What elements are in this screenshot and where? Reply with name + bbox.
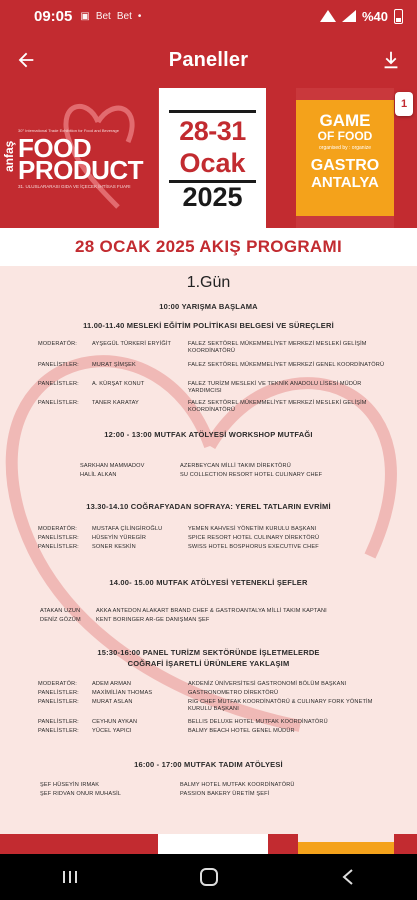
slot-title: 16:00 - 17:00 MUTFAK TADIM ATÖLYESİ: [134, 760, 283, 769]
row-name: HÜSEYİN YÜREGİR: [92, 535, 147, 541]
back-button[interactable]: [10, 44, 42, 76]
gof-organised: organised by : organize: [319, 145, 371, 151]
row-name: SONER KESKİN: [92, 544, 136, 550]
row-org: FALEZ SEKTÖREL MÜKEMMELİYET MERKEZİ MESLEKİ GELİŞİM KOORDİNATÖRÜ: [188, 341, 367, 354]
row-org: KENT BORINGER AR-GE DANIŞMAN ŞEF: [96, 617, 210, 623]
status-bar: [0, 0, 417, 32]
signal-icon: [342, 10, 356, 22]
row-name: HALİL ALKAN: [80, 472, 117, 478]
row-org: BALMY BEACH HOTEL GENEL MÜDÜR: [188, 728, 295, 734]
gof-gastro: GASTRO: [310, 157, 380, 174]
row-org: SWISS HOTEL BOSPHORUS EXECUTIVE CHEF: [188, 544, 319, 550]
preview-red-edge: [394, 834, 417, 854]
bet-icon: Bet: [116, 10, 132, 22]
food-product-logo: [0, 88, 158, 228]
app-bar: [0, 32, 417, 88]
banner-divider: [266, 88, 296, 228]
row-role: PANELİSTLER:: [38, 728, 79, 734]
row-name: ADEM ARMAN: [92, 681, 132, 687]
row-role: PANELİSTLER:: [38, 719, 79, 725]
row-name: SARKHAN MAMMADOV: [80, 463, 145, 469]
slot-title: 12:00 - 13:00 MUTFAK ATÖLYESİ WORKSHOP MUTFAĞI: [104, 430, 313, 439]
row-name: AYŞEGÜL TÜRKERİ ERYİĞİT: [92, 341, 172, 347]
event-banner: [0, 88, 417, 228]
date-bar-top: [169, 110, 256, 113]
preview-red-block: [0, 834, 158, 854]
system-nav-bar: [0, 854, 417, 900]
row-name: MAXİMİLİAN THOMAS: [92, 690, 153, 696]
slot-title: 13.30-14.10 COĞRAFYADAN SOFRAYA: YEREL TATLARIN EVRİMİ: [86, 502, 331, 511]
date-month: Ocak: [179, 148, 246, 178]
dot-icon: •: [137, 10, 142, 22]
game-of-food-logo: [296, 100, 394, 216]
recent-apps-icon: [61, 868, 79, 886]
row-role: PANELİSTLER:: [38, 362, 79, 368]
row-role: MODERATÖR:: [38, 681, 77, 687]
row-role: PANELİSTLER:: [38, 544, 79, 550]
schedule: [0, 266, 417, 828]
arrow-left-icon: [15, 49, 37, 71]
row-org: SU COLLECTION RESORT HOTEL CULINARY CHEF: [180, 472, 323, 478]
status-time: 09:05: [34, 7, 73, 25]
row-role: PANELİSTLER:: [38, 400, 79, 406]
row-name: ATAKAN UZUN: [40, 608, 81, 614]
download-button[interactable]: [375, 44, 407, 76]
next-banner-preview: [0, 828, 417, 854]
row-name: YÜCEL YAPICI: [92, 728, 132, 734]
row-org: RIG CHEF MUTFAK KOORDİNATÖRÜ & CULINARY FORK YÖNETİM KURULU BAŞKANI: [188, 699, 373, 712]
gof-of-food: OF FOOD: [317, 129, 373, 143]
slot-title: 11.00-11.40 MESLEKİ EĞİTİM POLİTİKASI BELGESİ VE SÜREÇLERİ: [83, 321, 334, 330]
row-role: PANELİSTLER:: [38, 699, 79, 705]
row-name: CEYHUN AYKAN: [92, 719, 138, 725]
battery-icon: [394, 9, 403, 24]
row-name: DENİZ GÖZÜM: [40, 617, 81, 623]
food-subtitle: 31. ULUSLARARASI GIDA VE İÇECEK İHTİSAS FUARI: [18, 184, 131, 189]
wifi-icon: [320, 10, 336, 22]
row-org: FALEZ SEKTÖREL MÜKEMMELİYET MERKEZİ MESLEKİ GELİŞİM KOORDİNATÖRÜ: [188, 400, 367, 413]
row-org: BALMY HOTEL MUTFAK KOORDİNATÖRÜ: [180, 782, 295, 788]
row-name: MUSTAFA ÇİLİNGİROĞLU: [92, 526, 163, 532]
row-org: BELLIS DELUXE HOTEL MUTFAK KOORDİNATÖRÜ: [188, 719, 328, 725]
back-icon: [340, 868, 356, 886]
row-org: PASSION BAKERY ÜRETİM ŞEFİ: [180, 791, 270, 797]
food-title: FOOD: [18, 133, 92, 163]
row-role: MODERATÖR:: [38, 526, 77, 532]
preview-orange-block: [298, 842, 394, 854]
download-icon: [380, 49, 402, 71]
row-role: PANELİSTLER:: [38, 690, 79, 696]
product-title: PRODUCT: [18, 155, 144, 185]
date-range: 28-31: [179, 116, 246, 146]
row-role: PANELİSTLER:: [38, 381, 79, 387]
row-org: FALEZ SEKTÖREL MÜKEMMELİYET MERKEZİ GENEL KOORDİNATÖRÜ: [188, 362, 385, 368]
row-org: FALEZ TURİZM MESLEKİ VE TEKNİK ANADOLU LİSESİ MÜDÜR YARDIMCISI: [188, 381, 362, 394]
program-heading: 28 OCAK 2025 AKIŞ PROGRAMI: [0, 228, 417, 266]
row-org: AZERBEYCAN MİLLİ TAKIM DİREKTÖRÜ: [180, 463, 291, 469]
date-year: 2025: [182, 182, 243, 212]
bet-icon: Bet: [95, 10, 111, 22]
row-name: MURAT ASLAN: [92, 699, 133, 705]
row-name: A. KÜRŞAT KONUT: [92, 381, 145, 387]
row-name: TANER KARATAY: [92, 400, 139, 406]
gof-antalya: ANTALYA: [311, 174, 379, 191]
gof-game: GAME: [319, 111, 371, 130]
row-name: ŞEF HÜSEYİN IRMAK: [40, 782, 100, 788]
slot-title: 10:00 YARIŞMA BAŞLAMA: [159, 302, 258, 311]
row-name: MURAT ŞİMŞEK: [92, 362, 136, 368]
food-small-text: 30° International Trade Exhibition for Food and Beverage: [18, 128, 119, 133]
row-org: AKDENİZ ÜNİVERSİTESİ GASTRONOMİ BÖLÜM BAŞKANI: [188, 681, 347, 687]
page-title: Paneller: [168, 48, 249, 71]
page-badge[interactable]: 1: [395, 92, 413, 116]
anfas-brand: anfaş: [2, 140, 16, 172]
row-org: AKKA ANTEDON ALAKART BRAND CHEF & GASTROANTALYA MİLLİ TAKIM KAPTANI: [96, 608, 327, 614]
row-org: SPICE RESORT HOTEL CULINARY DİREKTÖRÜ: [188, 535, 320, 541]
date-card: [159, 88, 266, 228]
system-back-button[interactable]: [324, 854, 372, 900]
day-label: 1.Gün: [186, 274, 231, 291]
row-org: GASTRONOMETRO DİREKTÖRÜ: [188, 690, 279, 696]
battery-percent: %40: [361, 8, 388, 24]
slot-title: 14.00- 15.00 MUTFAK ATÖLYESİ YETENEKLİ ŞEFLER: [109, 578, 308, 587]
row-role: PANELİSTLER:: [38, 535, 79, 541]
slot-title: 15:30-16:00 PANEL TURİZM SEKTÖRÜNDE İŞLETMELERDE: [97, 648, 320, 657]
recent-apps-button[interactable]: [46, 854, 94, 900]
row-name: ŞEF RIDVAN ONUR MUHASİL: [40, 791, 122, 797]
preview-red-strip: [268, 834, 298, 854]
home-button[interactable]: [185, 854, 233, 900]
home-icon: [199, 867, 219, 887]
preview-white-block: [158, 834, 268, 854]
row-org: YEMEN KAHVESİ YÖNETİM KURULU BAŞKANI: [188, 526, 317, 532]
image-icon: ▣: [80, 10, 90, 22]
slot-subtitle: COĞRAFİ İŞARETLİ ÜRÜNLERE YAKLAŞIM: [127, 659, 290, 668]
row-role: MODERATÖR:: [38, 341, 77, 347]
